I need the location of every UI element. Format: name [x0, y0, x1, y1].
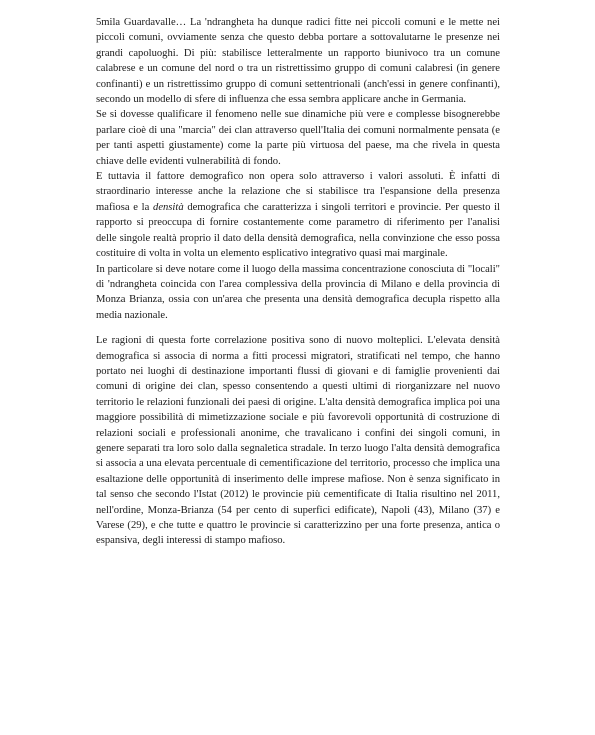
emphasized-word: densità — [153, 201, 184, 213]
paragraph: Le ragioni di questa forte correlazione positiva sono di nuovo molteplici. L'elevata densità demografica si associa di norma a fitti processi migratori, stratificati nel tempo, che hanno portato nei luoghi di destinazione importanti flussi di giovani e di famiglie provenienti dai comuni di origine dei clan, spesso consentendo a questi ultimi di riorganizzare nel nuovo territorio le relazioni funzionali dei paesi di origine. L'alta densità demografica implica poi una maggiore possibilità di mimetizzazione sociale e più favorevoli opportunità di costruzione di relazioni sociali e professionali anonime, che travalicano i confini dei singoli comuni, in genere separati tra loro solo dalla segnaletica stradale. In terzo luogo l'alta densità demografica si associa a una elevata percentuale di cementificazione del territorio, processo che implica una esaltazione delle opportunità di inserimento delle imprese mafiose. Non è senza significato in tal senso che secondo l'Istat (2012) le provincie più cementificate di Italia risultino nel 2011, nell'ordine, Monza-Brianza (54 per cento di superfici edificate), Napoli (43), Milano (37) e Varese (29), e che tutte e quattro le provincie si caratterizzino per una forte presenza, antica o espansiva, degli interessi di stampo mafioso. — [96, 335, 500, 547]
body-text — [96, 15, 500, 549]
paragraph — [96, 169, 500, 261]
paragraph-text: E tuttavia il fattore demografico non opera solo attraverso i valori assoluti. È infatti di straordinario interesse anche la relazione che si stabilisce tra l'espansione della presenza mafiosa e la — [96, 171, 500, 213]
paragraph: 5mila Guardavalle… La 'ndrangheta ha dunque radici fitte nei piccoli comuni e le mette nei piccoli comuni, ovviamente senza che questo debba portare a sottovalutarne le presenze nei grandi capoluoghi. Di più: stabilisce letteralmente un rapporto biunivoco tra un comune calabrese e un comune del nord o tra un ristrettissimo gruppo di comuni calabresi (in genere confinanti) e un ristrettissimo gruppo di comuni settentrionali (anch'essi in genere confinanti), secondo un modello di sfere di influenza che essa sembra applicare anche in Germania. — [96, 17, 500, 106]
paragraph: Se si dovesse qualificare il fenomeno nelle sue dinamiche più vere e complesse bisognerebbe parlare cioè di una "marcia" dei clan attraverso quell'Italia dei comuni normalmente pensata (e per tanti aspetti giustamente) come la parte più virtuosa del paese, ma che rivela in questa chiave delle evidenti vulnerabilità di fondo. — [96, 109, 500, 167]
paragraph-text: demografica che caratterizza i singoli territori e provincie. Per questo il rapporto si preoccupa di fornire costantemente come parametro di riferimento per l'analisi delle singole realtà proprio il dato della densità demografica, nella convinzione che esso possa costituire di volta in volta un elemento esplicativo integrativo quasi mai marginale. — [96, 201, 500, 260]
paragraph: In particolare si deve notare come il luogo della massima concentrazione conosciuta di "locali" di 'ndrangheta coincida con l'area complessiva della provincia di Milano e della provincia di Monza Brianza, ossia con un'area che presenta una densità demografica decupla rispetto alla media nazionale. — [96, 263, 500, 321]
